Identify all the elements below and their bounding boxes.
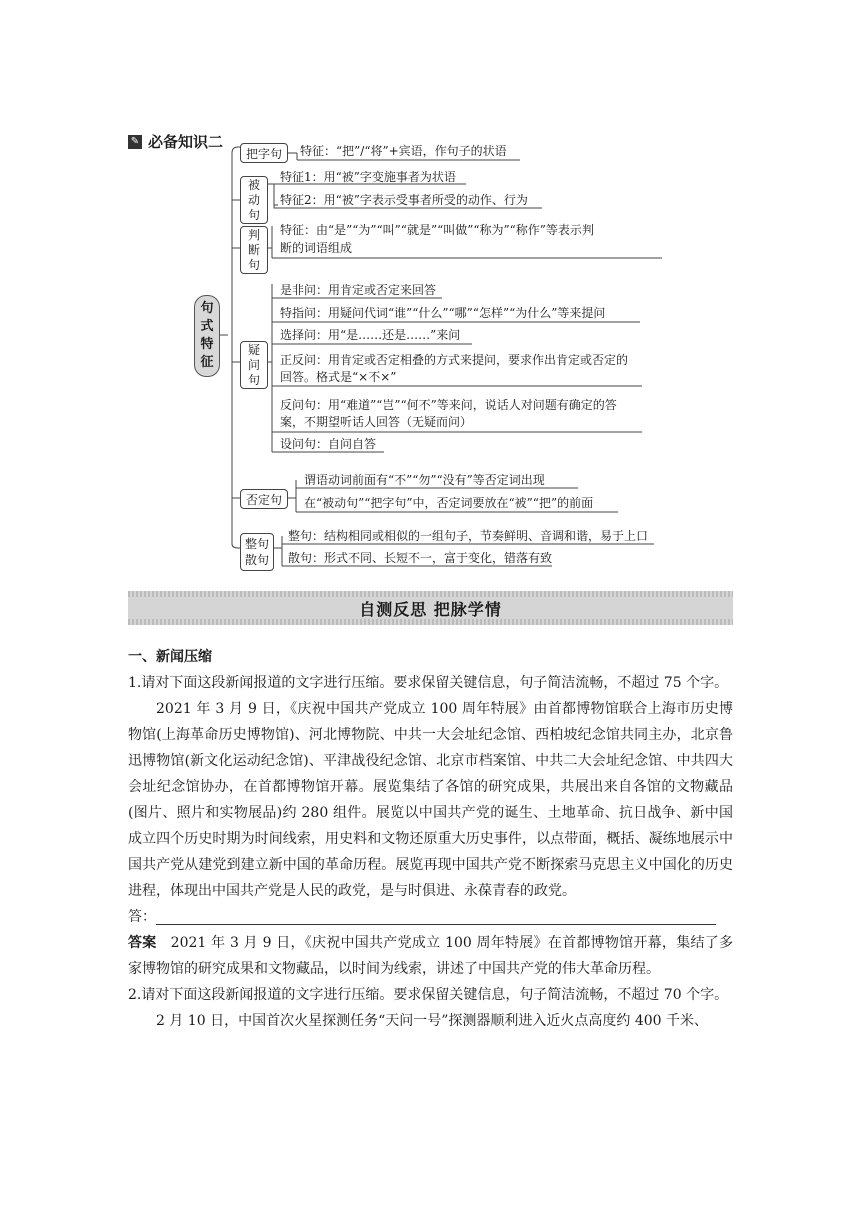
yi-item-1: 是非问：用肯定或否定来回答 <box>280 283 437 297</box>
zheng-item-2: 散句：形式不同、长短不一，富于变化，错落有致 <box>288 551 553 565</box>
q1-key <box>128 930 733 982</box>
part-title: 一、新闻压缩 <box>128 649 212 665</box>
yi-item-2: 特指问：用疑问代词“谁”“什么”“哪”“怎样”“为什么”等来提问 <box>280 306 606 320</box>
yi-item-5: 回答。格式是“×不×” <box>280 370 397 384</box>
q2-passage: 2 月 10 日，中国首次火星探测任务“天问一号”探测器顺利进入近火点高度约 400 千米、 <box>156 1013 709 1029</box>
section-banner <box>128 591 733 625</box>
group-fou <box>240 489 288 509</box>
group-yi-label: 疑问句 <box>247 342 260 387</box>
q1-passage: 2021 年 3 月 9 日，《庆祝中国共产党成立 100 周年特展》由首都博物馆联合上海市历史博物馆(上海革命历史博物馆)、河北博物院、中共一大会址纪念馆、西柏坡纪念馆共同主办，北京鲁迅博物馆(新文化运动纪念馆)、平津战役纪念馆、北京市档案馆、中共二大会址纪念馆、中共四大会址纪念馆协办，在首都博物馆开幕。展览集结了各馆的研究成果，共展出来自各馆的文物藏品(图片、照片和实物展品)约 280 组件。展览以中国共产党的诞生、土地革命、抗日战争、新中国成立四个历史时期为时间线索，用史料和文物还原重大历史事件，以点带面，概括、凝练地展示中国共产党从建党到建立新中国的革命历程。展览再现中国共产党不断探索马克思主义中国化的历史进程，体现出中国共产党是人民的政党，是与时俱进、永葆青春的政党。 <box>128 701 733 899</box>
group-ba-label: 把字句 <box>245 146 282 161</box>
root-label: 句式特征 <box>200 301 214 370</box>
yi-item-3: 选择问：用“是……还是……”来问 <box>280 328 461 342</box>
answer-label: 答： <box>128 909 156 925</box>
pan-item-1: 特征：由“是”“为”“叫”“就是”“叫做”“称为”“称作”等表示判 <box>280 223 594 237</box>
key-text: 2021 年 3 月 9 日，《庆祝中国共产党成立 100 周年特展》在首都博物馆开幕，集结了多家博物馆的研究成果和文物藏品，以时间为线索，讲述了中国共产党的伟大革命历程。 <box>128 935 733 977</box>
bei-item-2: 特征2：用“被”字表示受事者所受的动作、行为 <box>280 193 528 207</box>
ba-item-1: 特征：“把”/“将”+宾语，作句子的状语 <box>300 144 507 158</box>
group-ba <box>240 143 288 163</box>
group-bei <box>240 176 268 224</box>
q1-answer-row <box>128 904 733 930</box>
group-yi <box>240 341 268 389</box>
exercise-body <box>128 644 733 1034</box>
group-bei-label: 被动句 <box>247 177 260 222</box>
fou-item-1: 谓语动词前面有“不”“勿”“没有”等否定词出现 <box>304 473 545 487</box>
group-fou-label: 否定句 <box>245 492 282 507</box>
group-zheng <box>240 533 274 571</box>
mindmap-root <box>194 295 220 377</box>
yi-item-4: 正反问：用肯定或否定相叠的方式来提问，要求作出肯定或否定的 <box>280 353 629 367</box>
yi-item-7: 案，不期望听话人回答（无疑而问） <box>280 415 473 429</box>
pan-item-2: 断的词语组成 <box>280 241 353 255</box>
fou-item-2: 在“被动句”“把字句”中，否定词要放在“被”“把”的前面 <box>304 496 594 510</box>
section-title: 必备知识二 <box>148 133 224 151</box>
group-zheng-label: 整句散句 <box>244 537 269 567</box>
zheng-item-1: 整句：结构相同或相似的一组句子，节奏鲜明、音调和谐，易于上口 <box>288 529 649 543</box>
answer-line[interactable] <box>156 910 716 925</box>
group-pan-label: 判断句 <box>247 227 260 272</box>
group-pan <box>240 226 268 274</box>
banner-title: 自测反思 把脉学情 <box>359 599 502 619</box>
pencil-icon: ✎ <box>128 135 142 149</box>
yi-item-8: 设问句：自问自答 <box>280 437 377 451</box>
q1-prompt: 1.请对下面这段新闻报道的文字进行压缩。要求保留关键信息，句子简洁流畅，不超过 75 个字。 <box>128 675 729 691</box>
q2-prompt: 2.请对下面这段新闻报道的文字进行压缩。要求保留关键信息，句子简洁流畅，不超过 70 个字。 <box>128 987 729 1003</box>
yi-item-6: 反问句：用“难道”“岂”“何不”等来问，说话人对问题有确定的答 <box>280 398 617 412</box>
bei-item-1: 特征1：用“被”字变施事者为状语 <box>280 170 456 184</box>
key-label: 答案 <box>128 935 157 951</box>
